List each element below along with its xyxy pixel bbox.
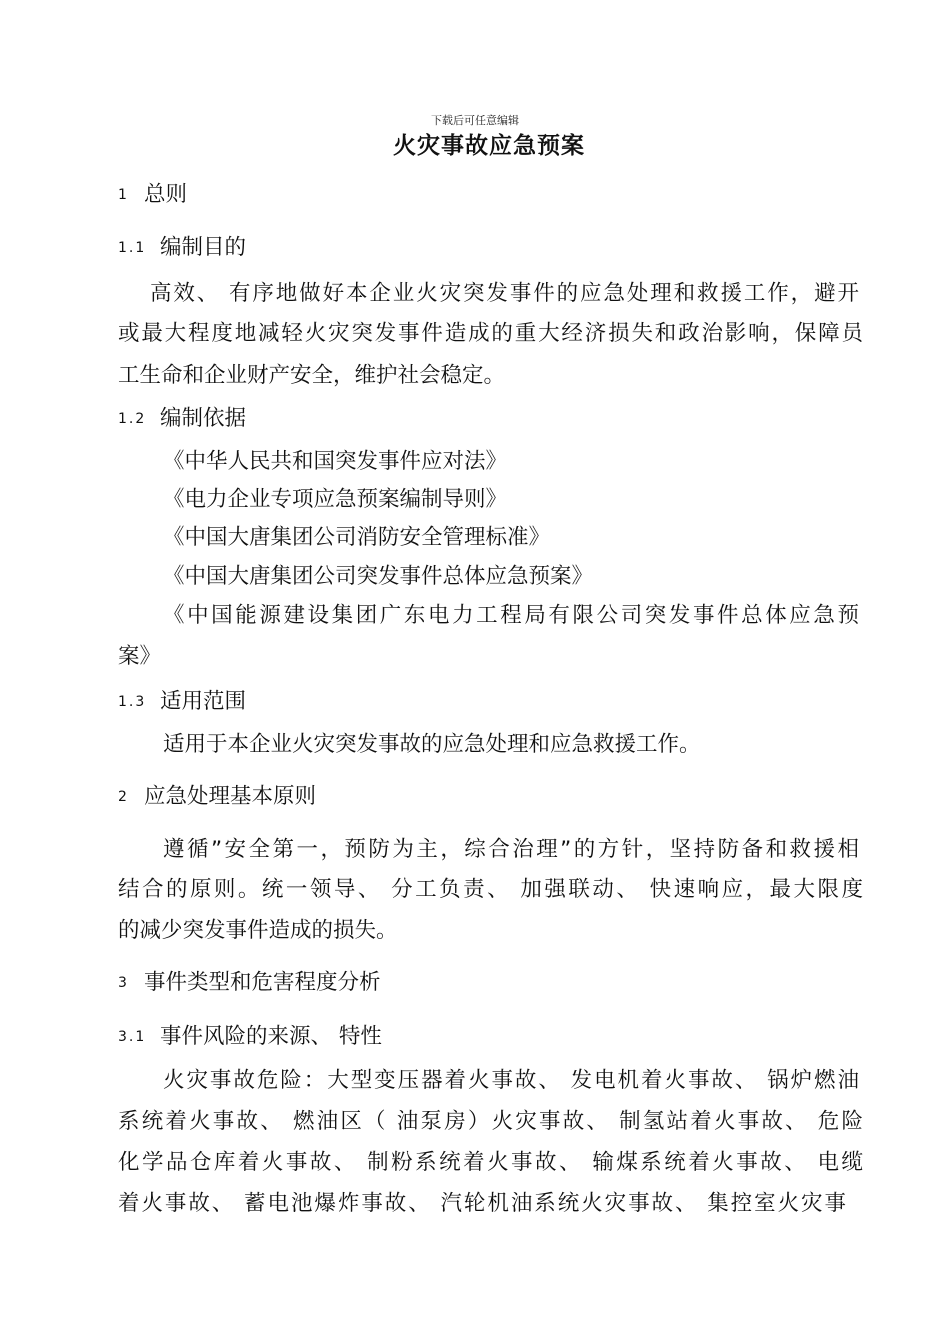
reference-item: 《中国能源建设集团广东电力工程局有限公司突发事件总体应急预 <box>163 603 859 628</box>
section-title: 适用范围 <box>160 689 247 714</box>
document-title: 火灾事故应急预案 <box>393 133 585 159</box>
paragraph-line: 化学品仓库着火事故、 制粉系统着火事故、 输煤系统着火事故、 电缆 <box>118 1150 863 1175</box>
section-number: 3 <box>118 975 129 991</box>
section-number: 1.2 <box>118 411 147 427</box>
paragraph-line: 火灾事故危险：大型变压器着火事故、 发电机着火事故、 锅炉燃油 <box>163 1068 859 1093</box>
paragraph-line: 高效、 有序地做好本企业火灾突发事件的应急处理和救援工作，避开 <box>150 281 859 306</box>
reference-item: 《中华人民共和国突发事件应对法》 <box>163 449 508 474</box>
section-heading-3 <box>118 969 863 997</box>
section-number: 2 <box>118 789 129 805</box>
section-title: 编制依据 <box>160 406 247 431</box>
section-heading-2 <box>118 783 863 811</box>
section-heading-1-1 <box>118 234 863 262</box>
paragraph-line: 工生命和企业财产安全，维护社会稳定。 <box>118 363 506 388</box>
reference-item-continued: 案》 <box>118 644 162 669</box>
paragraph-line: 的减少突发事件造成的损失。 <box>118 918 398 943</box>
reference-item: 《中国大唐集团公司突发事件总体应急预案》 <box>163 564 594 589</box>
paragraph-line: 或最大程度地减轻火灾突发事件造成的重大经济损失和政治影响，保障员 <box>118 321 863 346</box>
paragraph-line: 适用于本企业火灾突发事故的应急处理和应急救援工作。 <box>163 732 701 757</box>
reference-item: 《电力企业专项应急预案编制导则》 <box>163 487 508 512</box>
section-heading-1 <box>118 181 863 209</box>
section-heading-1-3 <box>118 688 863 716</box>
paragraph-line: 着火事故、 蓄电池爆炸事故、 汽轮机油系统火灾事故、 集控室火灾事 <box>118 1191 846 1216</box>
reference-item: 《中国大唐集团公司消防安全管理标准》 <box>163 525 551 550</box>
paragraph-line: 遵循”安全第一，预防为主，综合治理”的方针，坚持防备和救援相 <box>163 837 859 862</box>
paragraph-line: 系统着火事故、 燃油区（ 油泵房）火灾事故、 制氢站着火事故、 危险 <box>118 1109 863 1134</box>
download-note: 下载后可任意编辑 <box>431 114 519 127</box>
section-number: 1.3 <box>118 694 147 710</box>
section-heading-1-2 <box>118 405 863 433</box>
section-number: 1 <box>118 187 129 203</box>
section-title: 事件风险的来源、 特性 <box>160 1024 382 1049</box>
section-title: 事件类型和危害程度分析 <box>144 970 381 995</box>
section-number: 3.1 <box>118 1029 147 1045</box>
section-title: 总则 <box>144 182 188 207</box>
section-title: 编制目的 <box>160 235 247 260</box>
paragraph-line: 结合的原则。统一领导、 分工负责、 加强联动、 快速响应，最大限度 <box>118 877 863 902</box>
section-heading-3-1 <box>118 1023 863 1051</box>
section-title: 应急处理基本原则 <box>144 784 317 809</box>
section-number: 1.1 <box>118 240 147 256</box>
